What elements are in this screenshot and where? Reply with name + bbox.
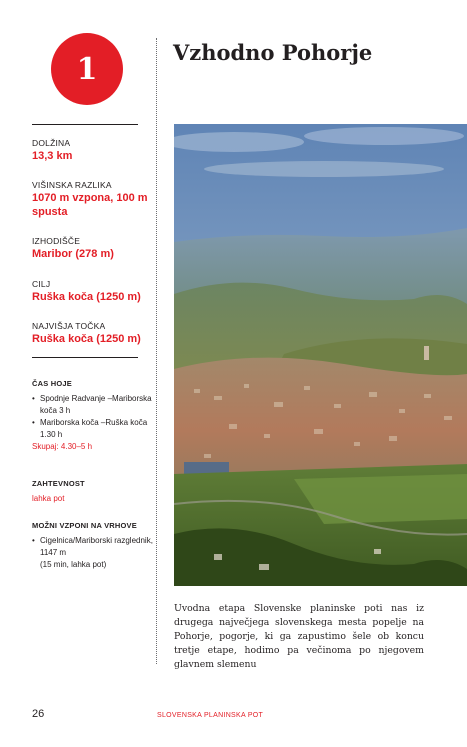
page-number: 26 bbox=[32, 708, 45, 720]
stat-label: IZHODIŠČE bbox=[32, 236, 81, 246]
stat-label: NAJVIŠJA TOČKA bbox=[32, 321, 106, 331]
list-item: • Cigelnica/Mariborski razglednik, 1147 m bbox=[32, 535, 156, 559]
stat-value: Maribor (278 m) bbox=[32, 248, 114, 260]
stat-highest-point bbox=[32, 321, 156, 346]
stage-number-badge bbox=[51, 33, 123, 105]
city-panorama-photo bbox=[174, 124, 467, 586]
stat-elevation bbox=[32, 180, 156, 219]
list-item: • Spodnje Radvanje –Mariborska koča 3 h bbox=[32, 393, 156, 417]
section-difficulty bbox=[32, 478, 156, 505]
section-heading: ČAS HOJE bbox=[32, 379, 72, 388]
list-item: • Mariborska koča –Ruška koča 1.30 h bbox=[32, 417, 156, 441]
stat-value: 13,3 km bbox=[32, 150, 73, 162]
section-walking-time bbox=[32, 378, 156, 453]
book-title: SLOVENSKA PLANINSKA POT bbox=[157, 712, 264, 719]
intro-paragraph: Uvodna etapa Slovenske planinske poti nas iz drugega največjega slovenskega mesta popelje na Pohorje, pogorje, ki ga zapustimo šele ob koncu tretje etape, hodimo pa večinoma po njegovem glavnem slemenu bbox=[174, 603, 424, 670]
stat-label: CILJ bbox=[32, 279, 51, 289]
divider-bottom bbox=[32, 357, 138, 358]
peaks-list bbox=[32, 535, 156, 559]
time-list bbox=[32, 393, 156, 441]
stat-start bbox=[32, 236, 156, 261]
difficulty-value: lahka pot bbox=[32, 494, 65, 503]
section-peaks bbox=[32, 520, 156, 571]
stat-value: Ruška koča (1250 m) bbox=[32, 291, 141, 303]
section-heading: MOŽNI VZPONI NA VRHOVE bbox=[32, 521, 137, 530]
stat-finish bbox=[32, 279, 156, 304]
column-separator bbox=[156, 38, 157, 664]
time-total: Skupaj: 4.30–5 h bbox=[32, 442, 93, 451]
stat-label: VIŠINSKA RAZLIKA bbox=[32, 180, 112, 190]
page-title: Vzhodno Pohorje bbox=[173, 40, 373, 65]
stat-label: DOLŽINA bbox=[32, 138, 71, 148]
stat-value: Ruška koča (1250 m) bbox=[32, 333, 141, 345]
stat-length bbox=[32, 138, 156, 163]
stage-number: 1 bbox=[76, 51, 98, 87]
section-heading: ZAHTEVNOST bbox=[32, 479, 85, 488]
stat-value: 1070 m vzpona, 100 m spusta bbox=[32, 192, 148, 218]
divider-top bbox=[32, 124, 138, 125]
peaks-note: (15 min, lahka pot) bbox=[40, 560, 107, 569]
